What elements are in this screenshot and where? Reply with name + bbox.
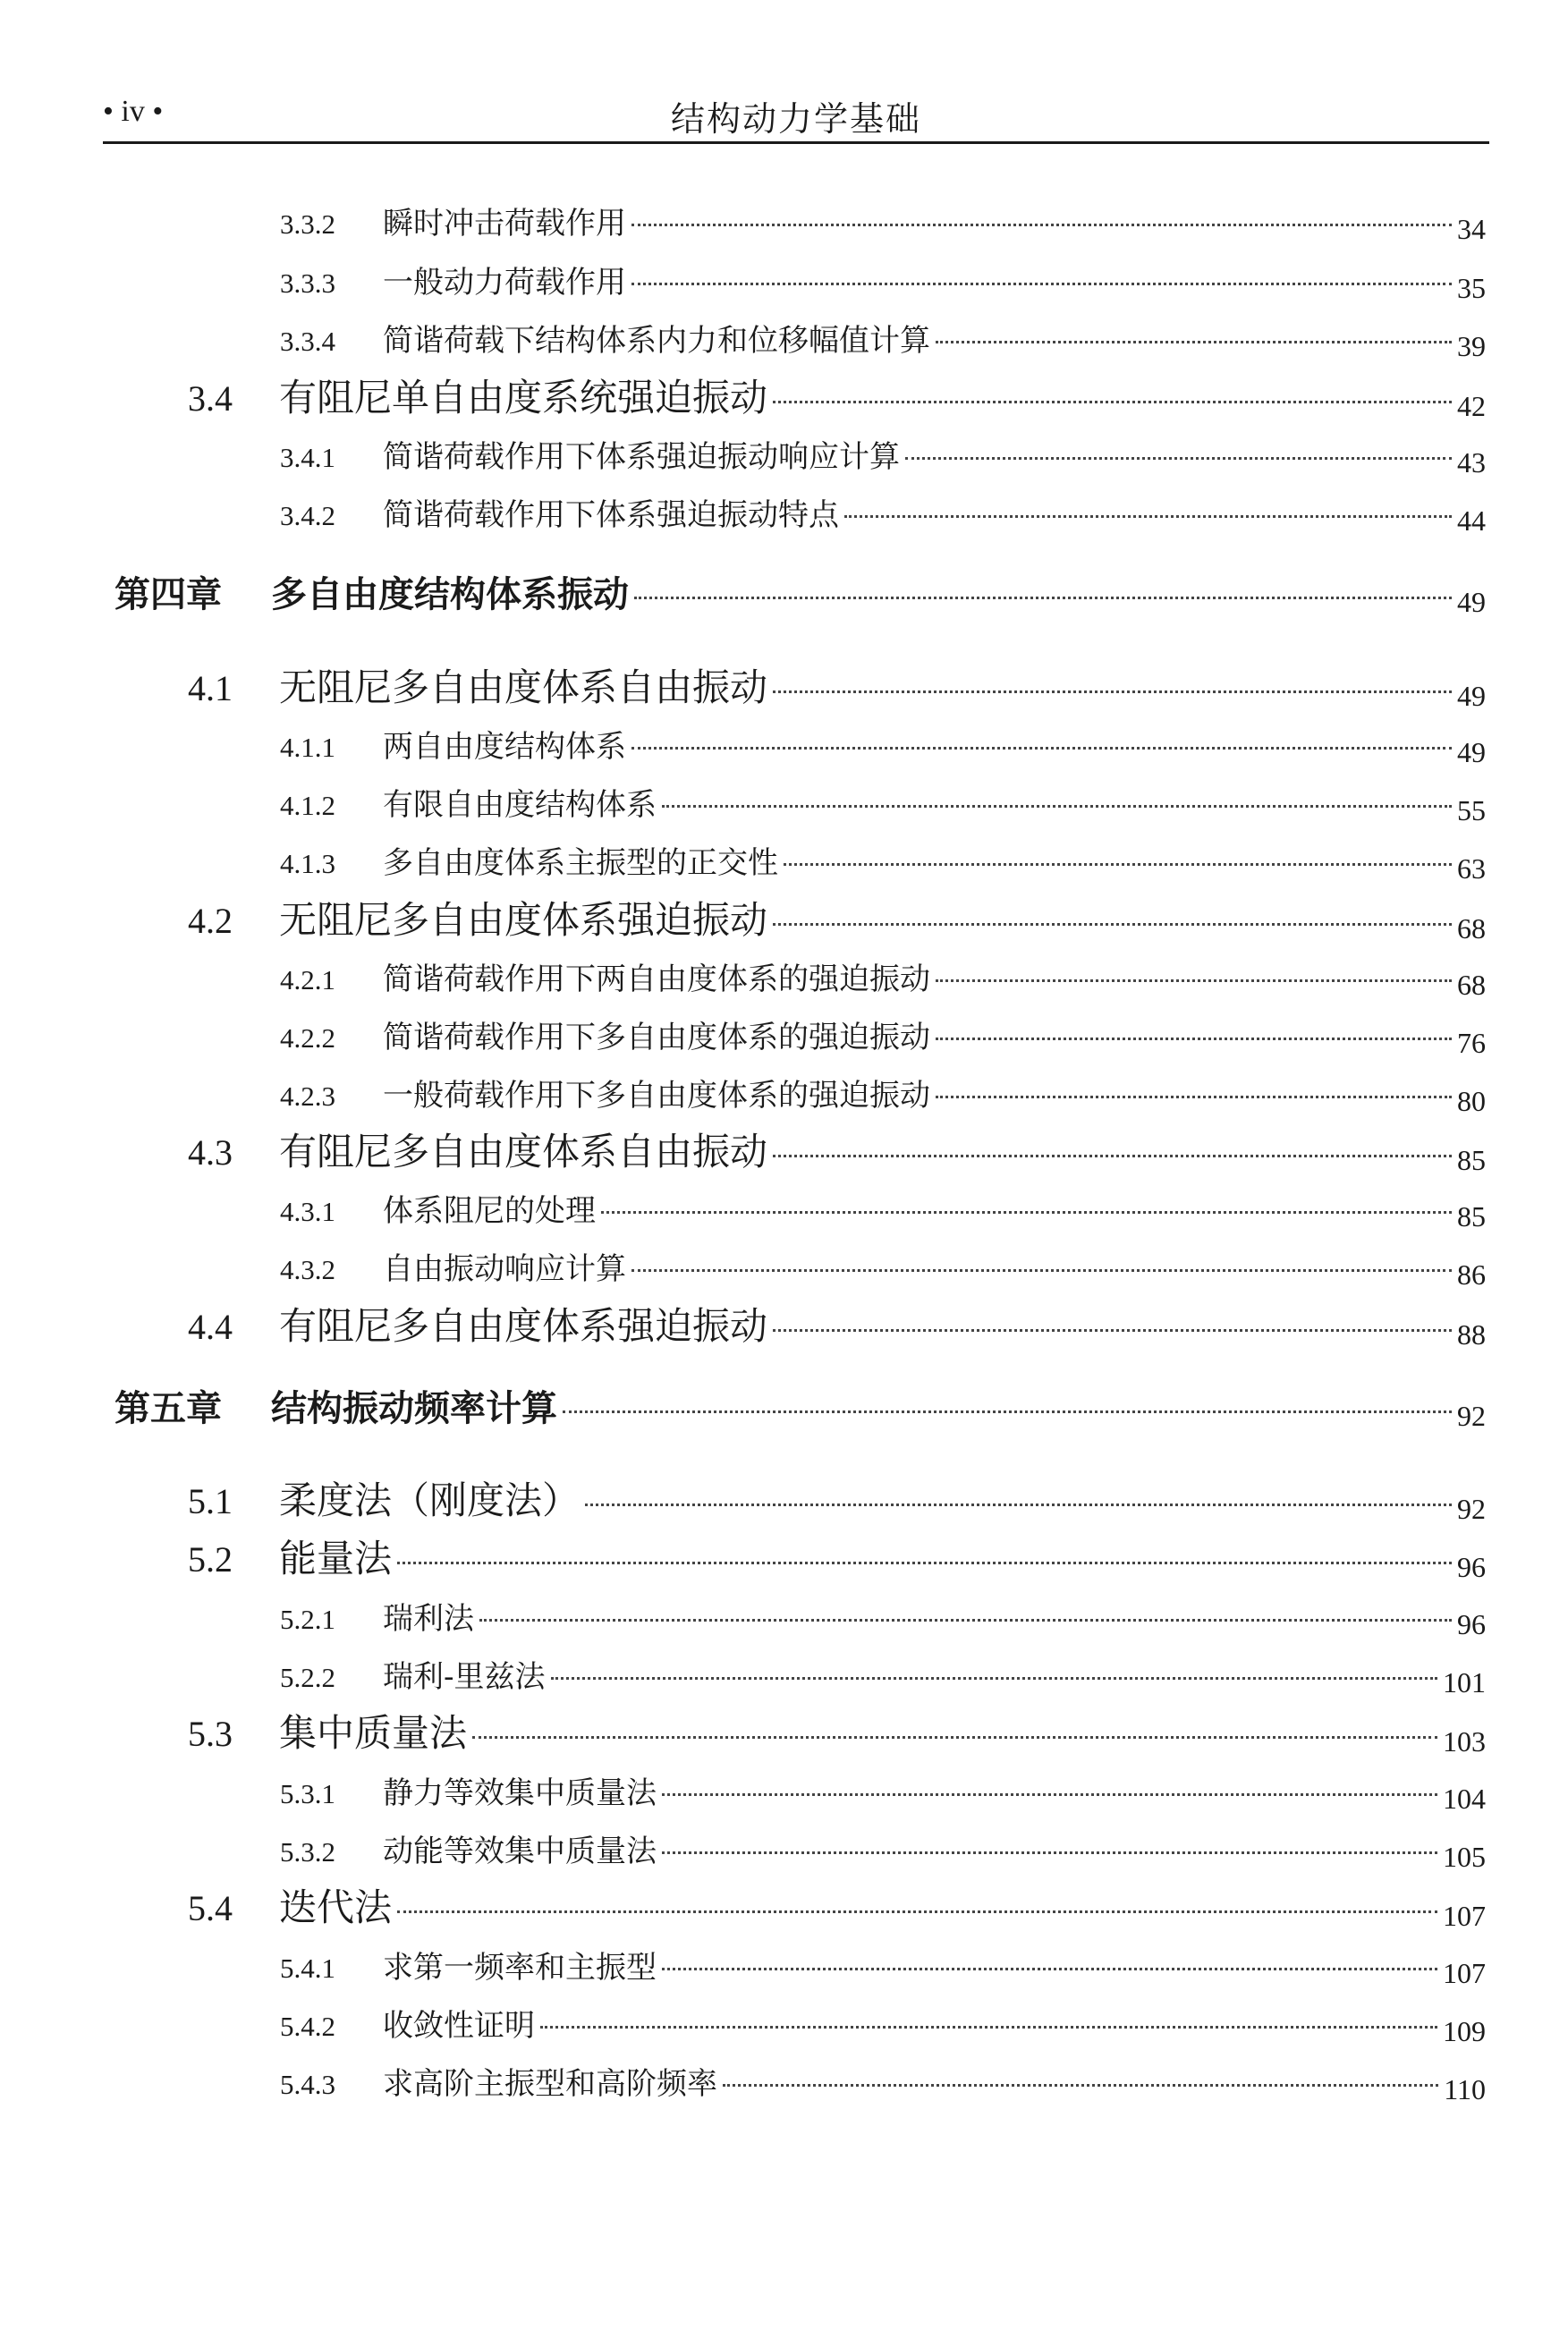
toc-entry-number: 4.4 [188, 1307, 233, 1347]
dot-leader [662, 1851, 1437, 1854]
toc-entry-page: 88 [1457, 1318, 1486, 1351]
toc-entry-number: 5.2 [188, 1539, 233, 1580]
toc-entry-title: 瑞利-里兹法 [383, 1659, 546, 1695]
dot-leader [905, 457, 1452, 460]
toc-entry[interactable] [280, 1186, 1486, 1233]
toc-entry-title: 有限自由度结构体系 [383, 787, 657, 823]
chapter-title: 多自由度结构体系振动 [271, 574, 629, 615]
toc-entry[interactable] [188, 1471, 1486, 1525]
toc-entry[interactable] [188, 1122, 1486, 1176]
toc-entry[interactable] [280, 1652, 1486, 1696]
toc-entry-number: 4.2 [188, 901, 233, 941]
toc-entry-page: 68 [1457, 912, 1486, 945]
toc-chapter-entry[interactable] [114, 1380, 1486, 1431]
toc-entry-number: 4.1 [188, 668, 233, 708]
toc-entry-page: 101 [1443, 1666, 1486, 1698]
toc-entry-number: 3.3.4 [280, 326, 335, 357]
toc-entry-number: 5.4.1 [280, 1953, 335, 1984]
dot-leader [479, 1619, 1452, 1622]
toc-entry-title: 瞬时冲击荷载作用 [383, 206, 626, 241]
toc-entry-number: 5.3.2 [280, 1836, 335, 1868]
dot-leader [631, 747, 1452, 750]
toc-entry-page: 68 [1457, 969, 1486, 1001]
toc-entry[interactable] [280, 1826, 1486, 1873]
dot-leader [773, 1155, 1452, 1157]
toc-entry[interactable] [280, 1071, 1486, 1117]
toc-entry-title: 柔度法（刚度法） [279, 1478, 581, 1522]
toc-entry[interactable] [280, 316, 1486, 360]
toc-entry-number: 3.3.2 [280, 208, 335, 240]
toc-entry-title: 求高阶主振型和高阶频率 [383, 2066, 717, 2102]
toc-entry-page: 92 [1457, 1493, 1486, 1525]
toc-entry-page: 49 [1457, 736, 1486, 768]
toc-entry[interactable] [188, 1297, 1486, 1351]
dot-leader [662, 805, 1452, 808]
toc-entry-number: 4.2.2 [280, 1022, 335, 1054]
toc-entry-number: 4.1.3 [280, 848, 335, 879]
dot-leader [472, 1736, 1437, 1739]
toc-entry[interactable] [280, 1012, 1486, 1059]
toc-entry-number: 5.3.1 [280, 1778, 335, 1809]
toc-entry-number: 3.4 [188, 378, 233, 419]
toc-entry-number: 5.2.1 [280, 1604, 335, 1635]
toc-entry-page: 43 [1457, 446, 1486, 479]
toc-entry-number: 5.3 [188, 1714, 233, 1754]
toc-entry-number: 3.4.1 [280, 442, 335, 473]
dot-leader [773, 1329, 1452, 1332]
toc-entry[interactable] [280, 838, 1486, 885]
toc-chapter-entry[interactable] [114, 566, 1486, 617]
toc-entry-title: 能量法 [279, 1537, 393, 1580]
dot-leader [773, 401, 1452, 403]
toc-entry-title: 两自由度结构体系 [383, 729, 626, 765]
toc-entry-page: 55 [1457, 794, 1486, 826]
toc-entry-page: 42 [1457, 390, 1486, 422]
toc-entry-number: 3.3.3 [280, 267, 335, 299]
toc-entry-title: 简谐荷载作用下两自由度体系的强迫振动 [383, 961, 930, 997]
toc-entry-page: 109 [1443, 2015, 1486, 2047]
dot-leader [397, 1562, 1452, 1564]
toc-entry-number: 5.4.3 [280, 2069, 335, 2100]
dot-leader [773, 690, 1452, 693]
toc-entry-title: 简谐荷载下结构体系内力和位移幅值计算 [383, 323, 930, 359]
toc-entry-title: 有阻尼多自由度体系自由振动 [279, 1130, 768, 1173]
toc-entry-page: 96 [1457, 1551, 1486, 1583]
chapter-number: 第五章 [114, 1388, 222, 1429]
toc-entry[interactable] [188, 891, 1486, 945]
dot-leader [844, 515, 1452, 518]
toc-entry-title: 有阻尼单自由度系统强迫振动 [279, 376, 768, 419]
toc-entry[interactable] [280, 780, 1486, 824]
toc-entry-title: 一般荷载作用下多自由度体系的强迫振动 [383, 1078, 930, 1114]
toc-entry[interactable] [188, 1704, 1486, 1758]
toc-entry-number: 5.2.2 [280, 1662, 335, 1693]
toc-entry-page: 110 [1444, 2073, 1486, 2105]
book-title: 结构动力学基础 [670, 99, 921, 139]
toc-entry-page: 49 [1457, 586, 1486, 618]
toc-entry-title: 多自由度体系主振型的正交性 [383, 845, 778, 881]
toc-entry-title: 求第一频率和主振型 [383, 1950, 657, 1986]
toc-entry[interactable] [280, 258, 1486, 304]
toc-entry-title: 简谐荷载作用下体系强迫振动响应计算 [383, 439, 900, 475]
toc-entry-number: 4.2.3 [280, 1080, 335, 1112]
toc-entry-title: 静力等效集中质量法 [383, 1775, 657, 1811]
toc-entry[interactable] [188, 1878, 1486, 1932]
dot-leader [662, 1793, 1437, 1796]
toc-entry-page: 96 [1457, 1608, 1486, 1640]
chapter-title: 结构振动频率计算 [271, 1388, 557, 1429]
toc-entry[interactable] [280, 722, 1486, 766]
toc-entry-number: 3.4.2 [280, 500, 335, 531]
toc-entry-title: 一般动力荷载作用 [383, 265, 626, 301]
toc-entry-page: 39 [1457, 330, 1486, 362]
toc-entry-page: 103 [1443, 1725, 1486, 1758]
toc-entry-title: 自由振动响应计算 [383, 1251, 626, 1287]
toc-entry-title: 瑞利法 [383, 1601, 474, 1637]
toc-entry-page: 105 [1443, 1841, 1486, 1873]
dot-leader [936, 979, 1452, 982]
toc-entry[interactable] [280, 432, 1486, 479]
toc-entry-title: 简谐荷载作用下体系强迫振动特点 [383, 497, 839, 533]
toc-entry-number: 5.1 [188, 1481, 233, 1521]
toc-entry-page: 34 [1457, 213, 1486, 245]
toc-entry-page: 80 [1457, 1085, 1486, 1117]
toc-entry[interactable] [280, 954, 1486, 1001]
toc-entry[interactable] [280, 1594, 1486, 1638]
toc-entry-page: 76 [1457, 1027, 1486, 1059]
toc-entry[interactable] [280, 1244, 1486, 1291]
toc-entry-page: 107 [1443, 1900, 1486, 1932]
chapter-number: 第四章 [114, 574, 222, 615]
toc-entry-page: 107 [1443, 1957, 1486, 1989]
toc-entry[interactable] [188, 1529, 1486, 1583]
dot-leader [723, 2084, 1438, 2087]
toc-entry-page: 63 [1457, 852, 1486, 885]
toc-entry-page: 44 [1457, 504, 1486, 537]
toc-entry-page: 92 [1457, 1400, 1486, 1432]
toc-entry-number: 4.3.1 [280, 1196, 335, 1227]
toc-entry-number: 4.2.1 [280, 964, 335, 995]
toc-entry-title: 动能等效集中质量法 [383, 1834, 657, 1869]
toc-entry-title: 体系阻尼的处理 [383, 1193, 596, 1229]
dot-leader [585, 1504, 1452, 1506]
toc-entry-title: 简谐荷载作用下多自由度体系的强迫振动 [383, 1020, 930, 1055]
toc-entry-title: 无阻尼多自由度体系自由振动 [279, 665, 768, 709]
dot-leader [634, 597, 1452, 599]
dot-leader [784, 863, 1452, 866]
toc-entry[interactable] [280, 2059, 1486, 2103]
toc-entry[interactable] [280, 2001, 1486, 2045]
toc-entry[interactable] [188, 368, 1486, 422]
dot-leader [540, 2026, 1437, 2029]
toc-entry[interactable] [280, 490, 1486, 537]
dot-leader [936, 1038, 1452, 1040]
dot-leader [601, 1211, 1452, 1214]
toc-entry-title: 有阻尼多自由度体系强迫振动 [279, 1304, 768, 1348]
dot-leader [397, 1910, 1437, 1913]
toc-entry-number: 5.4 [188, 1888, 233, 1928]
toc-entry[interactable] [280, 1943, 1486, 1989]
toc-entry-title: 收敛性证明 [383, 2008, 535, 2044]
dot-leader [936, 341, 1452, 343]
toc-entry[interactable] [188, 658, 1486, 712]
toc-entry-number: 4.1.2 [280, 790, 335, 821]
toc-entry-page: 49 [1457, 680, 1486, 712]
dot-leader [662, 1968, 1437, 1970]
toc-entry[interactable] [280, 199, 1486, 245]
toc-entry-page: 85 [1457, 1200, 1486, 1233]
toc-entry-title: 迭代法 [279, 1885, 393, 1929]
toc-entry-page: 85 [1457, 1144, 1486, 1176]
toc-entry-title: 无阻尼多自由度体系强迫振动 [279, 898, 768, 942]
dot-leader [551, 1677, 1438, 1680]
toc-entry-number: 5.4.2 [280, 2011, 335, 2042]
dot-leader [936, 1096, 1452, 1098]
dot-leader [631, 224, 1452, 226]
toc-entry-title: 集中质量法 [279, 1711, 468, 1755]
dot-leader [563, 1410, 1452, 1413]
toc-entry[interactable] [280, 1768, 1486, 1815]
toc-entry-number: 4.3 [188, 1132, 233, 1173]
toc-entry-number: 4.1.1 [280, 732, 335, 763]
page-number: • iv • [103, 95, 164, 128]
dot-leader [631, 283, 1452, 285]
toc-entry-page: 86 [1457, 1258, 1486, 1291]
toc-entry-number: 4.3.2 [280, 1254, 335, 1285]
toc-entry-page: 35 [1457, 272, 1486, 304]
dot-leader [773, 923, 1452, 926]
toc-entry-page: 104 [1443, 1783, 1486, 1815]
dot-leader [631, 1269, 1452, 1272]
